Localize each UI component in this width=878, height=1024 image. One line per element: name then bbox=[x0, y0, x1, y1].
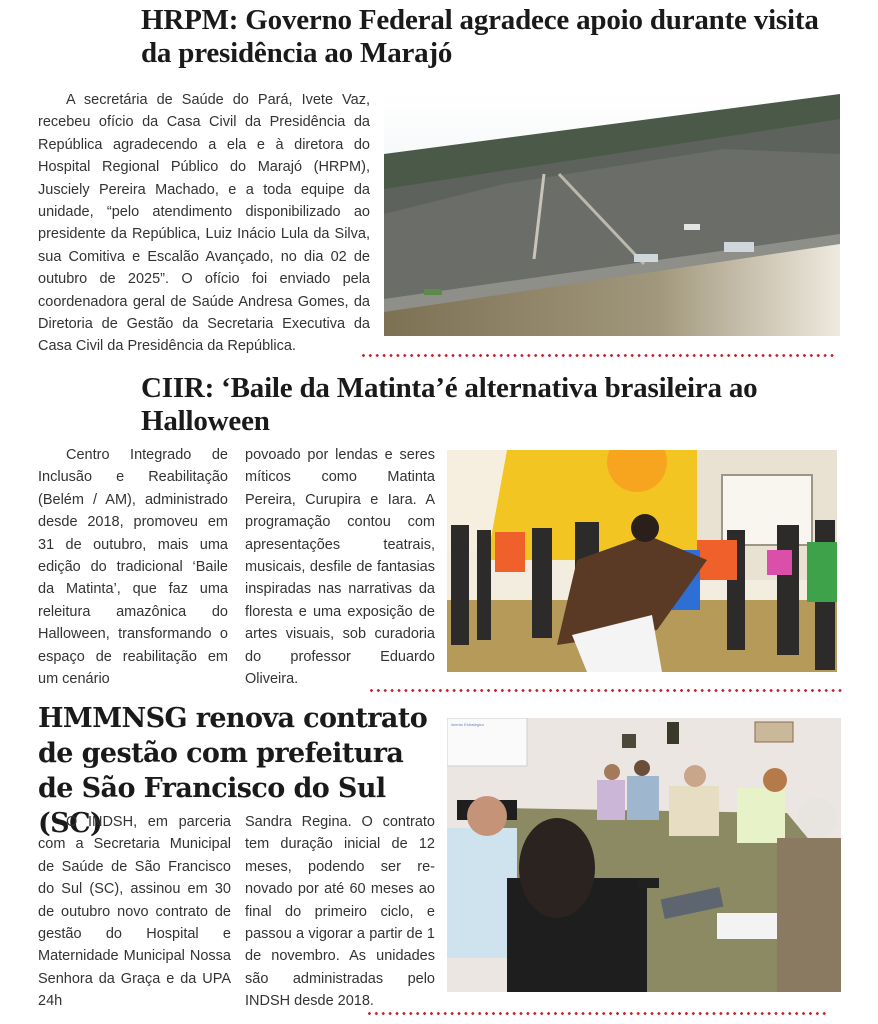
article-2-column-2: povoado por lendas e seres míticos como Matinta Pereira, Curupira e Iara. A programação contou com apresentações teatrais, musicais, desfile de fantasias inspiradas nas narrativas da floresta e uma exposição de artes visuais, sob curadoria do professor Eduardo Oliveira. bbox=[245, 447, 435, 688]
section-divider bbox=[368, 689, 844, 692]
article-3-column-1: O INDSH, em parceria com a Secretaria Municipal de Saúde de São Francisco do Sul (SC), assinou em 30 de outubro novo contrato de gestão do Hospital e Maternidade Municipal Nossa Senhora da Graça e da UPA 24h bbox=[38, 814, 231, 1010]
article-3-column-2: Sandra Regina. O contrato tem duração inicial de 12 meses, podendo ser renovado por até 60 meses ao final do primeiro ciclo, e passou a vigorar a partir de 1 de novembro. As unidades são administradas pelo INDSH desde 2018. bbox=[245, 814, 435, 1010]
article-2-headline: CIIR: ‘Baile da Matinta’é alternativa brasileira ao Halloween bbox=[141, 372, 758, 437]
article-1-headline: HRPM: Governo Federal agradece apoio durante visita da presidência ao Marajó bbox=[141, 4, 819, 69]
article-3-headline: HMMNSG renova contrato de gestão com prefeitura de São Francisco do Sul (SC) bbox=[38, 703, 428, 839]
article-2-column-1: Centro Integrado de Inclusão e Reabilitação (Belém / AM), administrado desde 2018, promoveu em 31 de outubro, mais uma edição do tradicional ‘Baile da Matinta’, que faz uma releitura amazônica do Halloween, transformando o espaço de reabilitação em um cenário bbox=[38, 447, 228, 688]
section-divider bbox=[360, 354, 835, 357]
projector-screen-text: imento Estratégico bbox=[451, 722, 485, 727]
article-1-photo-aerial-city bbox=[384, 94, 840, 336]
section-divider bbox=[366, 1012, 828, 1015]
article-1-body: A secretária de Saúde do Pará, Ivete Vaz, recebeu ofício da Casa Civil da Presidência da República agradecendo a ela e à diretora do Hospital Regional Público do Marajó (HRPM), Jusciely Pereira Machado, e a toda equipe da unidade, “pelo atendimento disponibilizado ao presidente da República, Luiz Inácio Lula da Silva, sua Comitiva e Escalão Avançado, no dia 02 de outubro de 2025”. O ofício foi enviado pela coordenadora geral de Saúde Andresa Gomes, da Diretoria de Gestão da Secretaria Executiva da Casa Civil da Presidência da República. bbox=[38, 92, 370, 355]
article-2-photo-matinta-dance bbox=[447, 450, 841, 672]
article-3-photo-meeting bbox=[447, 718, 841, 992]
